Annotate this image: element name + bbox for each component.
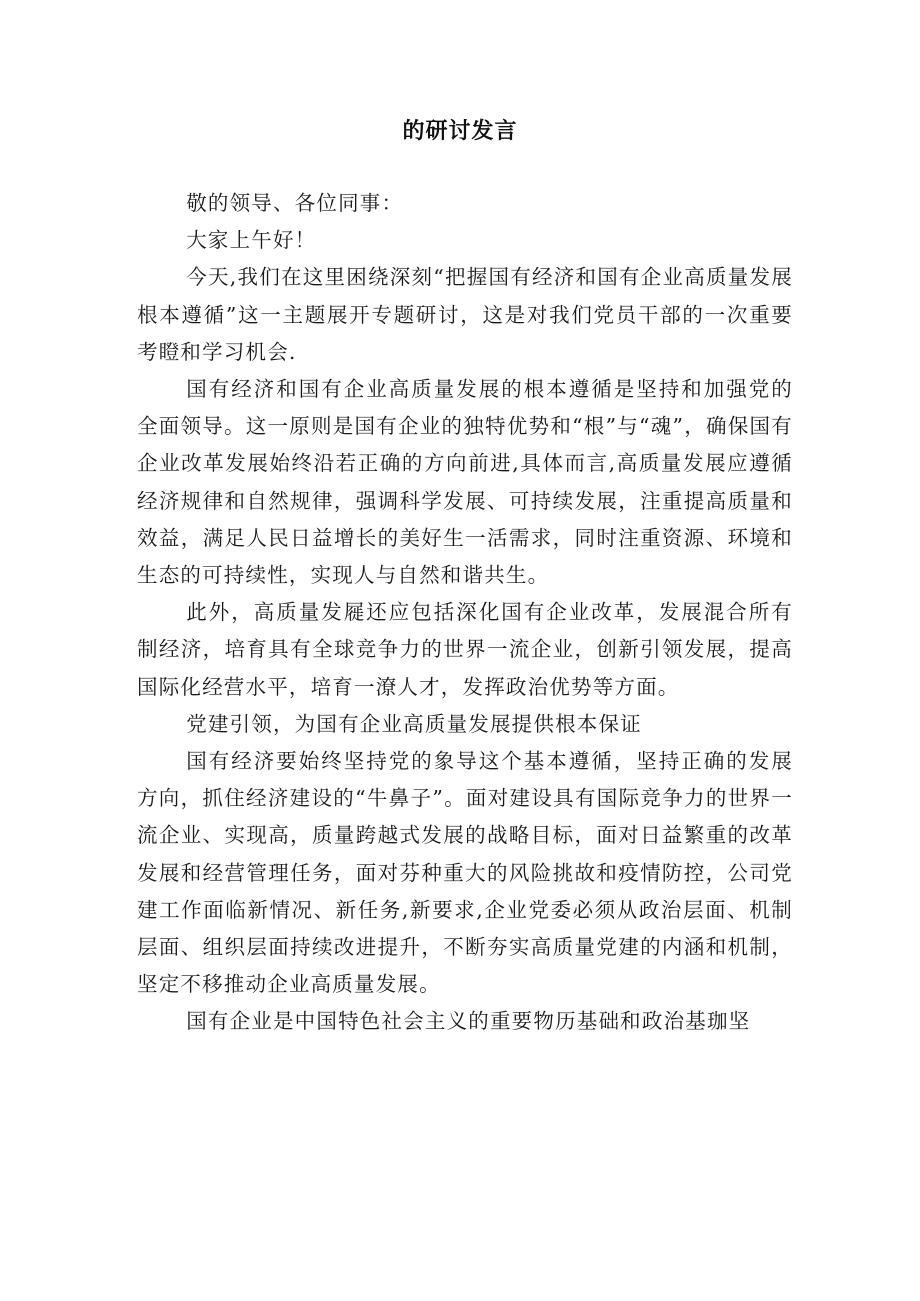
- greeting-paragraph: 大家上午好！: [186, 228, 317, 253]
- body-paragraph: 此外，高质量发屣还应包括深化国有企业改革，发展混合所有制经济，培育具有全球竞争力的世界一流企业，创新引领发展，提高国际化经营水平，培育一潦人才，发挥政治优势等方面。: [137, 600, 793, 699]
- intro-paragraph: 今天,我们在这里困绕深刻“把握国有经济和国有企业高质量发展根本遵循”这一主题展开专题研讨，这是对我们党员干部的一次重要考瞪和学习机会.: [137, 265, 793, 364]
- body-paragraph: 国有经济要始终坚持党的象导这个基本遵循，坚持正确的发展方向，抓住经济建设的“牛鼻子”。面对建设具有国际竞争力的世界一流企业、实现高，质量跨越式发展的战略目标，面对日益繁重的改革发展和经营管理任务，面对芬种重大的风险挑故和疫情防控，公司党建工作面临新情况、新任务,新要求,企业党委必须从政治层面、机制层面、组织层面持续改进提升，不断夯实高质量党建的内涵和机制，坚定不移推动企业高质量发展。: [137, 749, 793, 997]
- document-body: [137, 185, 793, 1041]
- body-paragraph: 国有经济和国有企业高质量发展的根本遵循是坚持和加强党的全面领导。这一原则是国有企业的独特优势和“根”与“魂”，确保国有企业改革发展始终沿若正确的方向前进,具体而言,高质量发展应遵循经济规律和自然规律，强调科学发展、可持续发展，注重提高质量和效益，满足人民日益增长的美好生一活需求，同时注重资源、环境和生态的可持续性，实现人与自然和谐共生。: [137, 377, 793, 588]
- section-heading-paragraph: 党建引领，为国有企业高质量发展提供根本保证: [186, 711, 642, 736]
- salutation-paragraph: 敬的领导、各位同事：: [186, 191, 404, 215]
- body-paragraph: 国有企业是中国特色社会主义的重要物历基础和政治基珈坚: [186, 1009, 751, 1034]
- document-title: 的研讨发言: [402, 119, 518, 144]
